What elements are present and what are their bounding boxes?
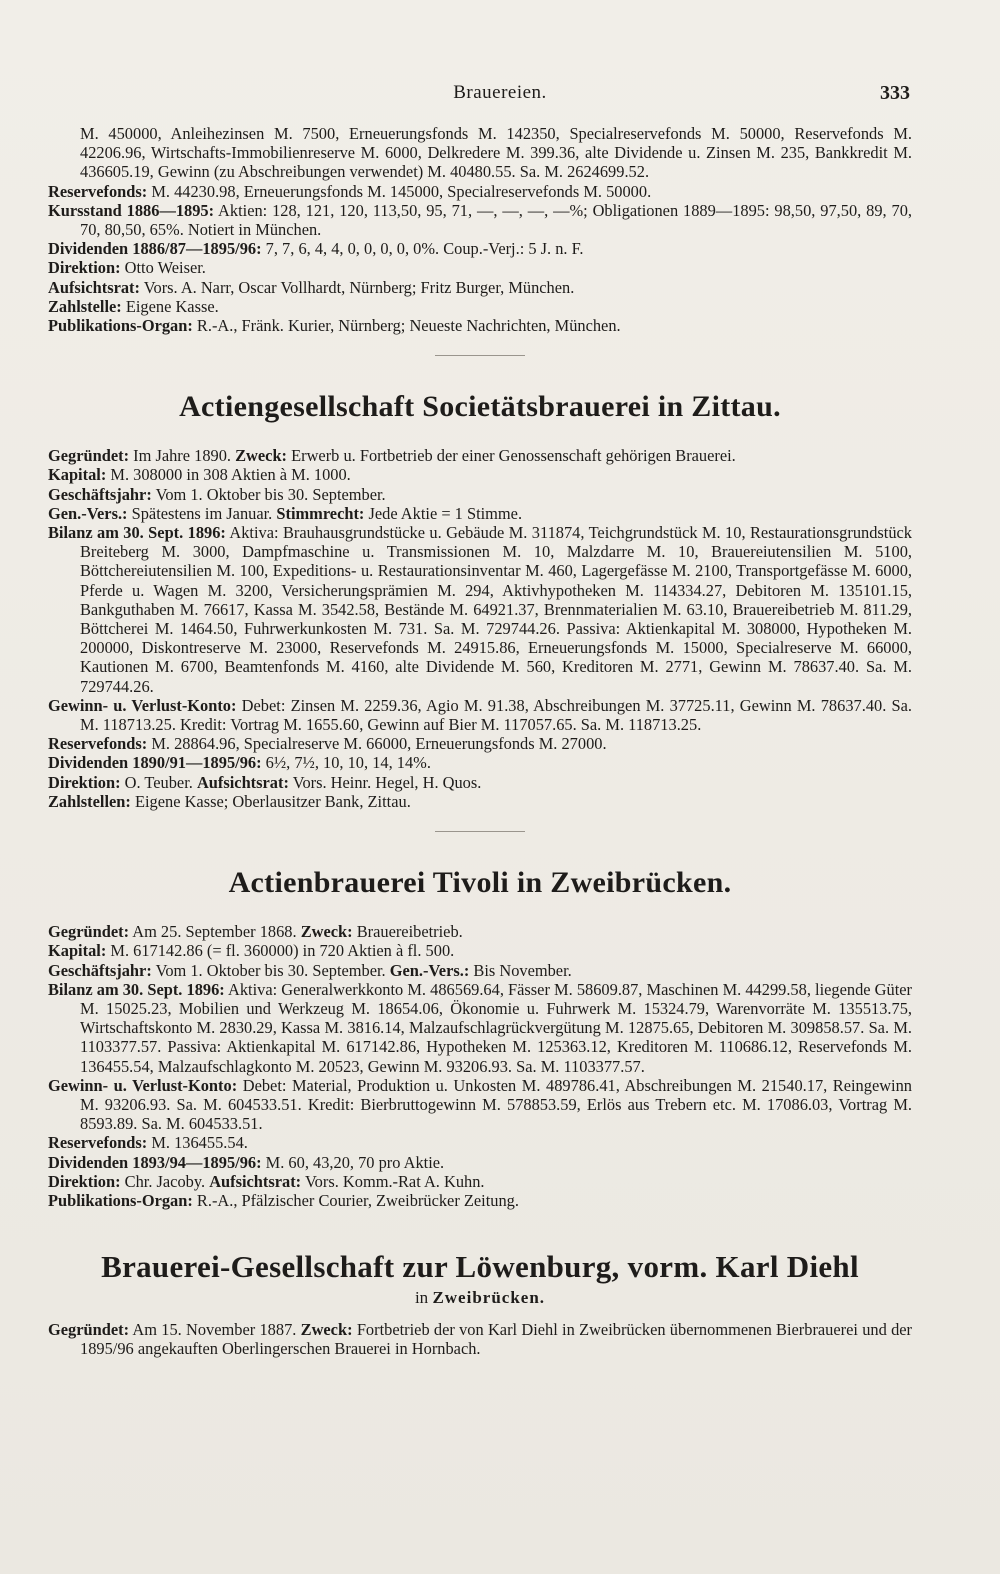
entry-kapital: Kapital: M. 308000 in 308 Aktien à M. 1000. <box>48 465 351 485</box>
entry-direktion: Direktion: Chr. Jacoby. Aufsichtsrat: Vors. Komm.-Rat A. Kuhn. <box>48 1171 485 1191</box>
entry-gewinn-verlust: Gewinn- u. Verlust-Konto: Debet: Zinsen M. 2259.36, Agio M. 91.38, Abschreibungen M. 37725.11, Gewinn M. 78637.40. Sa. M. 118713.25. Kredit: Vortrag M. 1655.60, Gewinn auf Bier M. 117057.65. Sa. M. 118713.25. <box>48 695 912 735</box>
company-title-zittau: Actiengesellschaft Societätsbrauerei in Zittau. <box>179 390 781 424</box>
entry-gegruendet: Gegründet: Am 25. September 1868. Zweck: Brauereibetrieb. <box>48 922 463 942</box>
entry-dividenden: Dividenden 1890/91—1895/96: 6½, 7½, 10, 10, 14, 14%. <box>48 753 431 773</box>
entry-geschaeftsjahr: Geschäftsjahr: Vom 1. Oktober bis 30. September. Gen.-Vers.: Bis November. <box>48 960 572 980</box>
entry-geschaeftsjahr: Geschäftsjahr: Vom 1. Oktober bis 30. September. <box>48 484 386 504</box>
entry-direktion: Direktion: O. Teuber. Aufsichtsrat: Vors. Heinr. Hegel, H. Quos. <box>48 772 482 792</box>
entry-direktion: Direktion: Otto Weiser. <box>48 258 206 278</box>
running-header <box>0 82 1000 104</box>
company-subtitle-loewenburg: in Zweibrücken. <box>414 1288 546 1308</box>
entry-publikation: Publikations-Organ: R.-A., Pfälzischer Courier, Zweibrücker Zeitung. <box>48 1190 519 1210</box>
entry-dividenden: Dividenden 1893/94—1895/96: M. 60, 43,20, 70 pro Aktie. <box>48 1152 445 1172</box>
entry-aufsichtsrat: Aufsichtsrat: Vors. A. Narr, Oscar Vollhardt, Nürnberg; Fritz Burger, München. <box>48 277 575 297</box>
company-title-loewenburg: Brauerei-Gesellschaft zur Löwenburg, vorm. Karl Diehl <box>101 1249 859 1285</box>
entry-bilanz: Bilanz am 30. Sept. 1896: Aktiva: Generalwerkkonto M. 486569.64, Fässer M. 58609.87, Maschinen M. 44299.58, liegende Güter M. 15025.23, Mobilien und Werkzeug M. 18654.06, Ökonomie u. Fuhrwerk M. 15324.79, Warenvorräte M. 135513.75, Wirtschaftskonto M. 2830.29, Kassa M. 3816.14, Malzaufschlagrückvergütung M. 12875.65, Debitoren M. 309858.57. Sa. M. 1103377.57. Passiva: Aktienkapital M. 617142.86, Hypotheken M. 125363.12, Kreditoren M. 110686.12, Reservefonds M. 136455.54, Malzaufschlagkonto M. 20523, Gewinn M. 93206.93. Sa. M. 1103377.57. <box>48 979 913 1076</box>
entry-zahlstelle: Zahlstelle: Eigene Kasse. <box>48 296 219 316</box>
entry-dividenden: Dividenden 1886/87—1895/96: 7, 7, 6, 4, 4, 0, 0, 0, 0, 0%. Coup.-Verj.: 5 J. n. F. <box>48 239 584 259</box>
section-divider <box>435 355 525 356</box>
entry-reservefonds: Reservefonds: M. 28864.96, Specialreserve M. 66000, Erneuerungsfonds M. 27000. <box>48 734 607 754</box>
running-title: Brauereien. <box>453 82 547 103</box>
section-divider <box>435 831 525 832</box>
entry-bilanz: Bilanz am 30. Sept. 1896: Aktiva: Brauhausgrundstücke u. Gebäude M. 311874, Teichgrundstück M. 10, Restaurationsgrundstück Breiteberg M. 3000, Dampfmaschine u. Transmissionen M. 10, Malzdarre M. 10, Brauereiutensilien M. 5100, Böttchereiutensilien M. 100, Expeditions- u. Restaurationsinventar M. 460, Lagergefässe M. 2100, Transportgefässe M. 6000, Pferde u. Wagen M. 3200, Versicherungsprämien M. 294, Aktivhypotheken M. 114334.27, Debitoren M. 135101.15, Bankguthaben M. 76617, Kassa M. 3542.58, Bestände M. 64921.37, Brennmaterialien M. 63.10, Brauereibetrieb M. 811.29, Böttcherei M. 1464.50, Fuhrwerkunkosten M. 731. Sa. M. 729744.26. Passiva: Aktienkapital M. 308000, Hypotheken M. 200000, Diskontreserve M. 23000, Reservefonds M. 24915.86, Erneuerungsfonds M. 15000, Specialreserve M. 66000, Kautionen M. 6700, Beamtenfonds M. 4160, alte Dividende M. 560, Kreditoren M. 2771, Gewinn M. 78637.40. Sa. M. 729744.26. <box>48 523 912 696</box>
entry-kursstand: Kursstand 1886—1895: Aktien: 128, 121, 120, 113,50, 95, 71, —, —, —, —%; Obligationen 1889—1895: 98,50, 97,50, 89, 70, 70, 80,50, 65%. Notiert in München. <box>48 200 912 240</box>
entry-gegruendet: Gegründet: Am 15. November 1887. Zweck: Fortbetrieb der von Karl Diehl in Zweibrücken übernommenen Bierbrauerei und der 1895/96 angekauften Oberlingerschen Brauerei in Hornbach. <box>48 1320 912 1359</box>
entry-genvers: Gen.-Vers.: Spätestens im Januar. Stimmrecht: Jede Aktie = 1 Stimme. <box>48 503 523 523</box>
page-content <box>48 124 912 1359</box>
entry-reservefonds: Reservefonds: M. 136455.54. <box>48 1133 248 1153</box>
entry-kapital: Kapital: M. 617142.86 (= fl. 360000) in 720 Aktien à fl. 500. <box>48 941 455 961</box>
entry-publikation: Publikations-Organ: R.-A., Fränk. Kurier, Nürnberg; Neueste Nachrichten, München. <box>48 316 621 336</box>
entry-reservefonds: Reservefonds: M. 44230.98, Erneuerungsfonds M. 145000, Specialreservefonds M. 50000. <box>48 181 652 201</box>
entry-zahlstellen: Zahlstellen: Eigene Kasse; Oberlausitzer Bank, Zittau. <box>48 791 411 811</box>
company-title-tivoli: Actienbrauerei Tivoli in Zweibrücken. <box>228 866 732 900</box>
entry-gegruendet: Gegründet: Im Jahre 1890. Zweck: Erwerb u. Fortbetrieb der einer Genossenschaft gehörigen Brauerei. <box>48 446 736 466</box>
balance-continuation: M. 450000, Anleihezinsen M. 7500, Erneuerungsfonds M. 142350, Specialreservefonds M. 50000, Reservefonds M. 42206.96, Wirtschafts-Immobilienreserve M. 6000, Delkredere M. 399.36, alte Dividende u. Zinsen M. 235, Bankkredit M. 436605.19, Gewinn (zu Abschreibungen verwendet) M. 40480.55. Sa. M. 2624699.52. <box>80 124 912 182</box>
page-number: 333 <box>880 82 910 104</box>
entry-gewinn-verlust: Gewinn- u. Verlust-Konto: Debet: Material, Produktion u. Unkosten M. 489786.41, Abschreibungen M. 21540.17, Reingewinn M. 93206.93. Sa. M. 604533.51. Kredit: Bierbruttogewinn M. 578853.59, Erlös aus Trebern etc. M. 17086.03, Vortrag M. 8593.89. Sa. M. 604533.51. <box>48 1075 912 1134</box>
